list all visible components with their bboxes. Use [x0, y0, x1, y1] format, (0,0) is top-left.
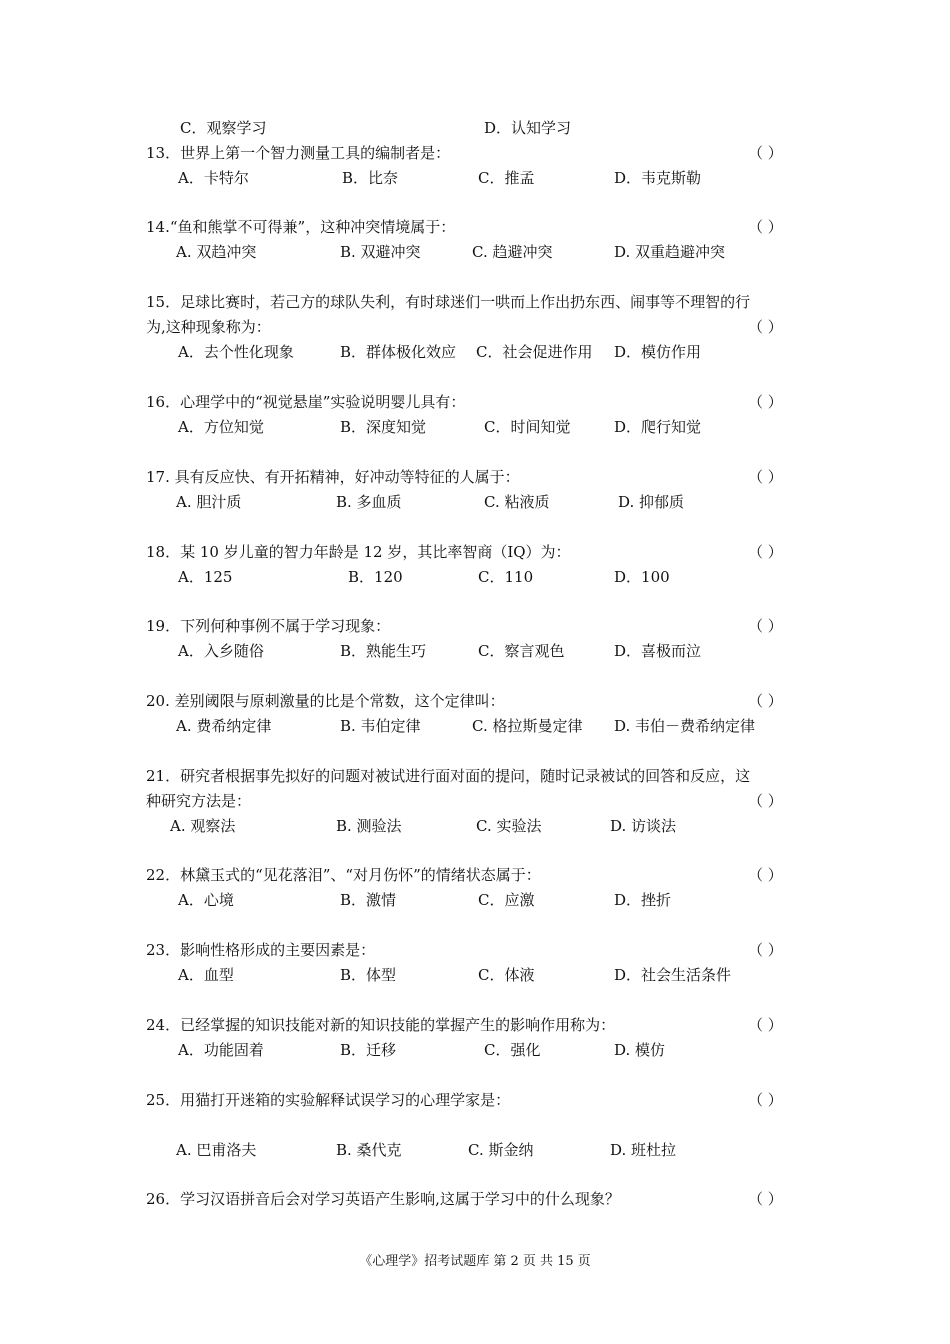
answer-blank-23: （ ）: [748, 941, 783, 959]
q17-option-a: A. 胆汁质: [176, 493, 242, 511]
q25-option-d: D. 班杜拉: [610, 1141, 677, 1159]
page-footer: 《心理学》招考试题库 第 2 页 共 15 页: [359, 1254, 591, 1269]
q23-option-d: D．社会生活条件: [614, 966, 732, 984]
q24-option-a: A．功能固着: [178, 1041, 264, 1059]
question-23-text: 23．影响性格形成的主要因素是：: [146, 941, 376, 959]
q19-option-a: A．入乡随俗: [178, 642, 264, 660]
q18-option-c: C．110: [478, 568, 534, 586]
q19-option-c: C．察言观色: [478, 642, 565, 660]
answer-blank-19: （ ）: [748, 617, 783, 635]
q25-option-b: B. 桑代克: [336, 1141, 402, 1159]
q17-option-c: C. 粘液质: [484, 493, 550, 511]
question-21-text-line1: 21．研究者根据事先拟好的问题对被试进行面对面的提问，随时记录被试的回答和反应，这: [146, 767, 751, 785]
answer-blank-15: （ ）: [748, 318, 783, 336]
q24-option-b: B．迁移: [340, 1041, 397, 1059]
q14-option-a: A. 双趋冲突: [176, 243, 257, 261]
q17-option-d: D. 抑郁质: [618, 493, 685, 511]
q22-option-d: D．挫折: [614, 891, 672, 909]
q18-option-d: D．100: [614, 568, 670, 586]
q15-option-c: C．社会促进作用: [476, 343, 593, 361]
question-17-text: 17. 具有反应快、有开拓精神，好冲动等特征的人属于：: [146, 468, 520, 486]
answer-blank-25: （ ）: [748, 1091, 783, 1109]
q20-option-b: B. 韦伯定律: [340, 717, 421, 735]
q14-option-c: C. 趋避冲突: [472, 243, 553, 261]
question-24-text: 24．已经掌握的知识技能对新的知识技能的掌握产生的影响作用称为：: [146, 1016, 616, 1034]
answer-blank-22: （ ）: [748, 866, 783, 884]
q13-option-d: D．韦克斯勒: [614, 169, 702, 187]
q21-option-b: B. 测验法: [336, 817, 402, 835]
prev-option-d: D．认知学习: [484, 119, 572, 137]
q24-option-c: C．强化: [484, 1041, 541, 1059]
question-15-text-line1: 15．足球比赛时，若己方的球队失利，有时球迷们一哄而上作出扔东西、闹事等不理智的行: [146, 293, 751, 311]
q17-option-b: B. 多血质: [336, 493, 402, 511]
question-20-text: 20. 差别阈限与原刺激量的比是个常数，这个定律叫：: [146, 692, 505, 710]
answer-blank-20: （ ）: [748, 692, 783, 710]
q21-option-c: C. 实验法: [476, 817, 542, 835]
answer-blank-16: （ ）: [748, 393, 783, 411]
q22-option-a: A．心境: [178, 891, 234, 909]
q23-option-a: A．血型: [178, 966, 234, 984]
answer-blank-21: （ ）: [748, 792, 783, 810]
q16-option-d: D．爬行知觉: [614, 418, 702, 436]
question-13-text: 13．世界上第一个智力测量工具的编制者是：: [146, 144, 451, 162]
question-21-text-line2: 种研究方法是：: [146, 792, 252, 810]
q20-option-d: D. 韦伯－费希纳定律: [614, 717, 756, 735]
q22-option-c: C．应激: [478, 891, 535, 909]
question-25-text: 25．用猫打开迷箱的实验解释试误学习的心理学家是：: [146, 1091, 511, 1109]
q21-option-a: A. 观察法: [170, 817, 236, 835]
q18-option-a: A．125: [178, 568, 233, 586]
q23-option-c: C．体液: [478, 966, 535, 984]
q15-option-a: A．去个性化现象: [178, 343, 294, 361]
q16-option-b: B．深度知觉: [340, 418, 427, 436]
answer-blank-24: （ ）: [748, 1016, 783, 1034]
answer-blank-17: （ ）: [748, 468, 783, 486]
answer-blank-18: （ ）: [748, 543, 783, 561]
answer-blank-13: （ ）: [748, 144, 783, 162]
q13-option-a: A．卡特尔: [178, 169, 249, 187]
q19-option-b: B．熟能生巧: [340, 642, 427, 660]
q13-option-c: C．推孟: [478, 169, 535, 187]
q14-option-d: D. 双重趋避冲突: [614, 243, 726, 261]
q24-option-d: D. 模仿: [614, 1041, 666, 1059]
q25-option-c: C. 斯金纳: [468, 1141, 534, 1159]
q13-option-b: B．比奈: [342, 169, 399, 187]
q20-option-c: C. 格拉斯曼定律: [472, 717, 583, 735]
q23-option-b: B．体型: [340, 966, 397, 984]
q18-option-b: B．120: [348, 568, 403, 586]
q19-option-d: D．喜极而泣: [614, 642, 702, 660]
question-26-text: 26．学习汉语拼音后会对学习英语产生影响,这属于学习中的什么现象？: [146, 1190, 620, 1208]
question-14-text: 14.“鱼和熊掌不可得兼”，这种冲突情境属于：: [146, 218, 456, 236]
q15-option-b: B．群体极化效应: [340, 343, 457, 361]
q20-option-a: A. 费希纳定律: [176, 717, 272, 735]
q21-option-d: D. 访谈法: [610, 817, 677, 835]
question-19-text: 19．下列何种事例不属于学习现象：: [146, 617, 391, 635]
q14-option-b: B. 双避冲突: [340, 243, 421, 261]
q25-option-a: A. 巴甫洛夫: [176, 1141, 257, 1159]
question-16-text: 16．心理学中的“视觉悬崖”实验说明婴儿具有：: [146, 393, 466, 411]
q16-option-c: C．时间知觉: [484, 418, 571, 436]
question-22-text: 22．林黛玉式的“见花落泪”、“对月伤怀”的情绪状态属于：: [146, 866, 541, 884]
question-15-text-line2: 为,这种现象称为：: [146, 318, 271, 336]
answer-blank-14: （ ）: [748, 218, 783, 236]
q22-option-b: B．激情: [340, 891, 397, 909]
prev-option-c: C．观察学习: [180, 119, 267, 137]
q16-option-a: A．方位知觉: [178, 418, 264, 436]
question-18-text: 18．某 10 岁儿童的智力年龄是 12 岁，其比率智商（IQ）为：: [146, 543, 571, 561]
q15-option-d: D．模仿作用: [614, 343, 702, 361]
answer-blank-26: （ ）: [748, 1190, 783, 1208]
